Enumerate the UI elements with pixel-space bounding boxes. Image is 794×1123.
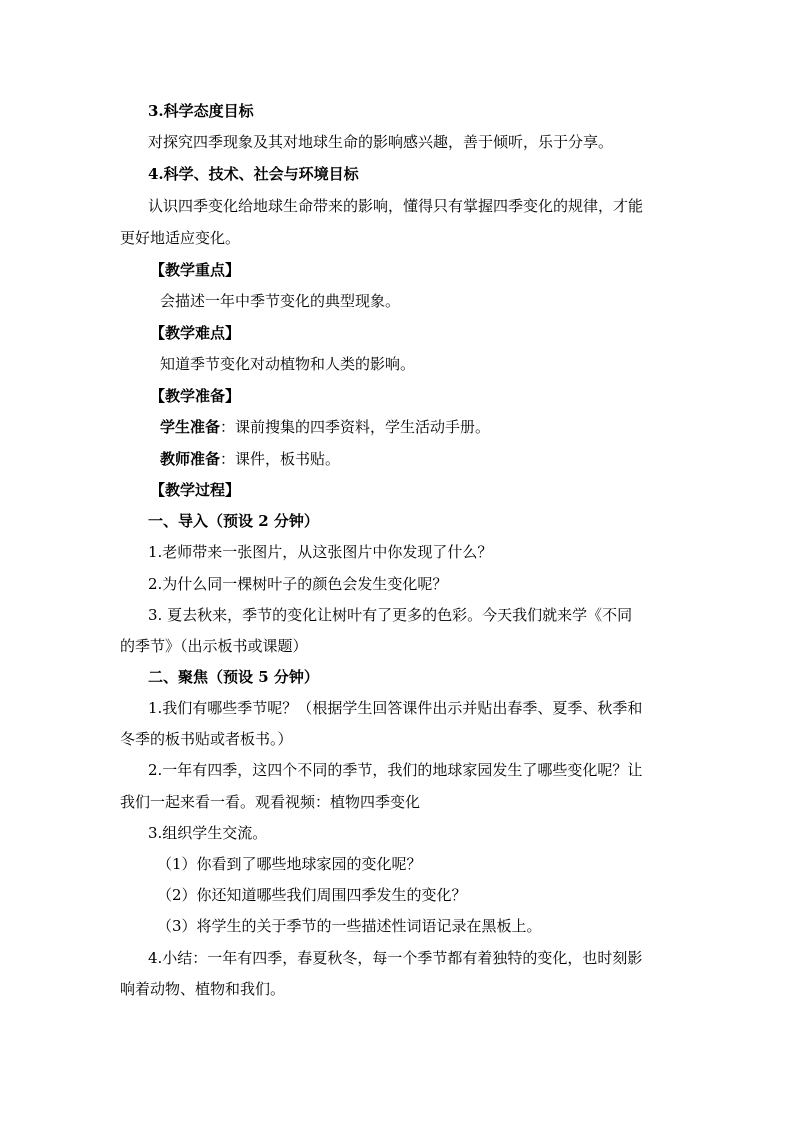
list-item: （1）你看到了哪些地球家园的变化呢？ xyxy=(157,855,422,873)
student-preparation xyxy=(0,417,794,437)
section-heading-preparation: 【教学准备】 xyxy=(150,387,241,405)
paragraph: 3. 夏去秋来，季节的变化让树叶有了更多的色彩。今天我们就来学《不同 xyxy=(148,606,633,624)
paragraph-continuation: 的季节》（出示板书或课题） xyxy=(120,637,308,655)
subheading-intro: 一、导入（预设 2 分钟） xyxy=(148,512,319,530)
section-heading-difficulty: 【教学难点】 xyxy=(150,324,241,342)
heading-sts-goal: 4.科学、技术、社会与环境目标 xyxy=(148,165,359,183)
teacher-preparation-label: 教师准备 xyxy=(160,450,221,468)
paragraph: 对探究四季现象及其对地球生命的影响感兴趣，善于倾听，乐于分享。 xyxy=(148,133,614,151)
paragraph: 4.小结：一年有四季，春夏秋冬，每一个季节都有着独特的变化，也时刻影 xyxy=(148,949,643,967)
teacher-preparation xyxy=(0,449,794,469)
section-heading-key-point: 【教学重点】 xyxy=(150,261,241,279)
paragraph: 认识四季变化给地球生命带来的影响，懂得只有掌握四季变化的规律，才能 xyxy=(148,197,644,215)
paragraph-continuation: 响着动物、植物和我们。 xyxy=(120,980,286,998)
list-item: （3）将学生的关于季节的一些描述性词语记录在黑板上。 xyxy=(157,917,542,935)
list-item: （2）你还知道哪些我们周围四季发生的变化？ xyxy=(157,886,467,904)
paragraph: 1.老师带来一张图片，从这张图片中你发现了什么？ xyxy=(148,543,493,561)
paragraph: 2.一年有四季，这四个不同的季节，我们的地球家园发生了哪些变化呢？让 xyxy=(148,761,643,779)
student-preparation-label: 学生准备 xyxy=(160,418,221,436)
paragraph-continuation: 更好地适应变化。 xyxy=(120,229,241,247)
subheading-focus: 二、聚焦（预设 5 分钟） xyxy=(148,668,319,686)
paragraph: 知道季节变化对动植物和人类的影响。 xyxy=(160,355,416,373)
paragraph: 3.组织学生交流。 xyxy=(148,824,268,842)
paragraph: 2.为什么同一棵树叶子的颜色会发生变化呢？ xyxy=(148,575,448,593)
heading-attitude-goal: 3.科学态度目标 xyxy=(148,102,254,120)
teacher-preparation-text: ：课件，板书贴。 xyxy=(220,450,341,468)
section-heading-process: 【教学过程】 xyxy=(150,481,241,499)
paragraph-continuation: 冬季的板书贴或者板书。） xyxy=(120,730,293,748)
paragraph: 1.我们有哪些季节呢？（根据学生回答课件出示并贴出春季、夏季、秋季和 xyxy=(148,699,643,717)
paragraph-continuation: 我们一起来看一看。观看视频：植物四季变化 xyxy=(120,793,421,811)
student-preparation-text: ：课前搜集的四季资料，学生活动手册。 xyxy=(220,418,491,436)
paragraph: 会描述一年中季节变化的典型现象。 xyxy=(160,292,401,310)
